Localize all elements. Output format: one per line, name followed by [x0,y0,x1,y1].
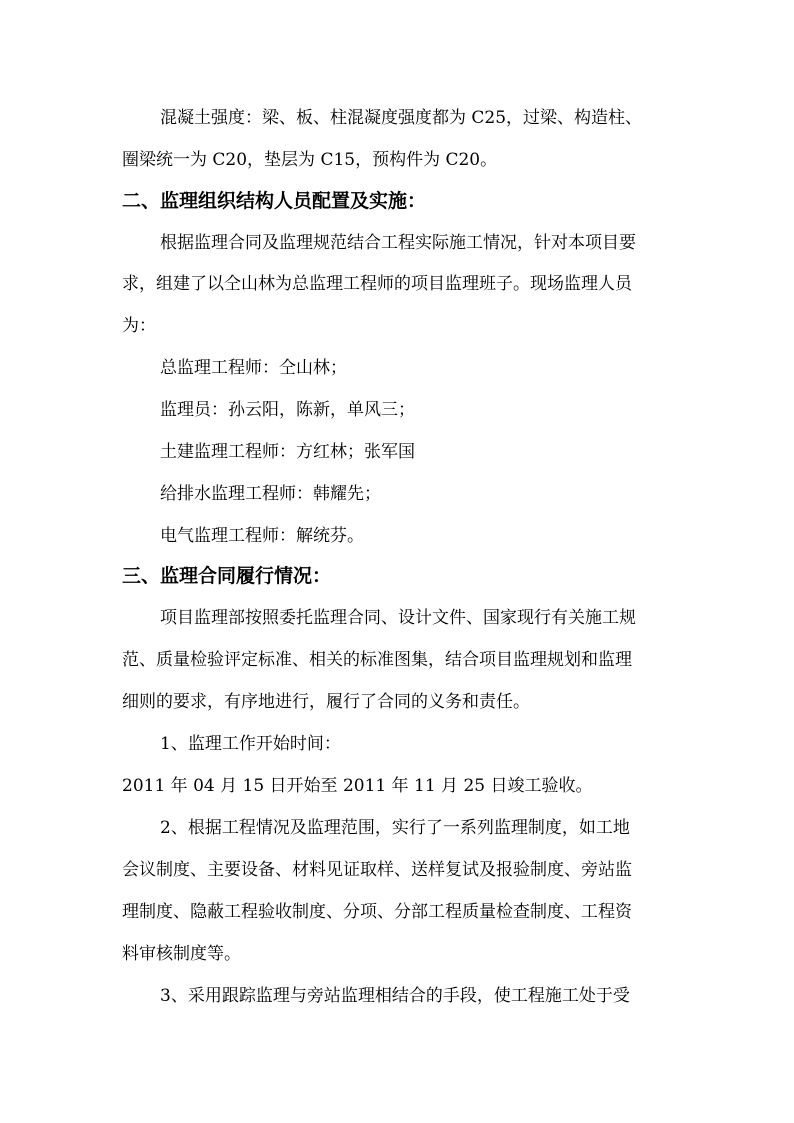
staff-civil-engineers: 土建监理工程师：方红林；张军国 [160,442,415,462]
item-2-line-4: 料审核制度等。 [122,944,241,964]
paragraph-performance-line-3: 细则的要求，有序地进行，履行了合同的义务和责任。 [122,692,530,712]
paragraph-concrete-strength-line-1: 混凝土强度：梁、板、柱混凝度强度都为 C25，过梁、构造柱、 [160,108,643,128]
staff-supervisors: 监理员：孙云阳，陈新，单风三； [160,400,415,420]
paragraph-performance-line-2: 范、质量检验评定标准、相关的标准图集，结合项目监理规划和监理 [122,650,632,670]
item-2-line-1: 2、根据工程情况及监理范围，实行了一系列监理制度，如工地 [160,818,630,838]
item-3-line-1: 3、采用跟踪监理与旁站监理相结合的手段，使工程施工处于受 [160,986,630,1006]
item-1-date-range: 2011 年 04 月 15 日开始至 2011 年 11 月 25 日竣工验收。 [122,776,593,796]
staff-chief-supervisor: 总监理工程师：仝山林； [160,358,347,378]
paragraph-organization-line-3: 为： [122,316,156,336]
item-2-line-3: 理制度、隐蔽工程验收制度、分项、分部工程质量检查制度、工程资 [122,902,632,922]
section-heading-2: 二、监理组织结构人员配置及实施： [122,190,427,212]
item-2-line-2: 会议制度、主要设备、材料见证取样、送样复试及报验制度、旁站监 [122,860,632,880]
paragraph-performance-line-1: 项目监理部按照委托监理合同、设计文件、国家现行有关施工规 [160,608,636,628]
paragraph-organization-line-2: 求，组建了以仝山林为总监理工程师的项目监理班子。现场监理人员 [122,274,632,294]
paragraph-organization-line-1: 根据监理合同及监理规范结合工程实际施工情况，针对本项目要 [160,233,636,253]
section-heading-3: 三、监理合同履行情况： [122,565,332,587]
paragraph-concrete-strength-line-2: 圈梁统一为 C20，垫层为 C15，预构件为 C20。 [122,150,498,170]
staff-plumbing-engineer: 给排水监理工程师：韩耀先； [160,484,381,504]
staff-electrical-engineer: 电气监理工程师：解统芬。 [160,526,364,546]
item-1-start-time: 1、监理工作开始时间： [160,734,341,754]
